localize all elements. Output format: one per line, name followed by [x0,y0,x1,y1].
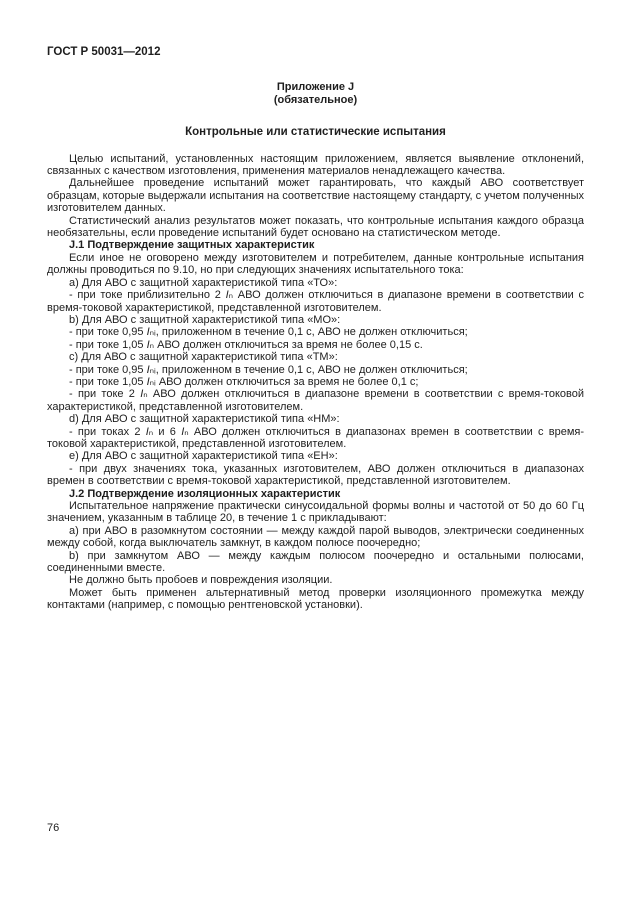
paragraph: - при токах 2 Iₙ и 6 Iₙ АВО должен отключиться в диапазонах времен в соответствии с время-токовой характеристикой, представленной изготовителем. [47,425,584,450]
paragraph: Дальнейшее проведение испытаний может гарантировать, что каждый АВО соответствует образцам, которые выдержали испытания на соответствие настоящему стандарту, с учетом полученных изготовителем данных. [47,177,584,215]
paragraph: c) Для АВО с защитной характеристикой типа «ТМ»: [69,351,338,364]
paragraph: b) при замкнутом АВО — между каждым полюсом поочередно и остальными полюсами, соединенными вместе. [47,549,584,575]
document-body [47,153,584,612]
paragraph: Не должно быть пробоев и повреждения изоляции. [69,574,333,587]
paragraph: - при двух значениях тока, указанных изготовителем, АВО должен отключиться в диапазонах времен в соответствии с время-токовой характеристикой, представленной изготовителем. [47,462,584,488]
paragraph: Целью испытаний, установленных настоящим приложением, является выявление отклонений, связанных с качеством изготовления, применения материалов ненадлежащего качества. [47,152,584,178]
paragraph: - при токе 1,05 Iₙᵢ АВО должен отключиться за время не более 0,1 с; [69,375,419,388]
page-title: Контрольные или статистические испытания [185,126,446,139]
paragraph: a) Для АВО с защитной характеристикой типа «ТО»: [69,276,338,289]
paragraph: d) Для АВО с защитной характеристикой типа «НМ»: [69,413,340,426]
appendix-type: (обязательное) [273,93,358,106]
paragraph: Статистический анализ результатов может показать, что контрольные испытания каждого образца необязательны, если проведение испытаний будет основано на статистическом методе. [47,214,584,240]
paragraph: - при токе 2 Iₙ АВО должен отключиться в диапазоне времени в соответствии с время-токовой характеристикой, представленной изготовителем. [47,388,584,413]
paragraph: e) Для АВО с защитной характеристикой типа «ЕН»: [69,450,338,463]
paragraph: - при токе 0,95 Iₙᵢ, приложенном в течение 0,1 с, АВО не должен отключиться; [69,326,468,339]
section-heading: J.1 Подтверждение защитных характеристик [69,239,315,252]
page-number: 76 [47,822,60,834]
appendix-heading [47,81,584,106]
paragraph: - при токе 1,05 Iₙ АВО должен отключиться за время не более 0,15 с. [69,338,423,351]
paragraph: Испытательное напряжение практически синусоидальной формы волны и частотой от 50 до 60 Гц значением, указанным в таблице 20, в течение 1 с прикладывают: [47,500,584,525]
paragraph: a) при АВО в разомкнутом состоянии — между каждой парой выводов, электрически соединенных между собой, когда выключатель замкнут, в каждом полюсе поочередно; [47,524,584,550]
paragraph: b) Для АВО с защитной характеристикой типа «МО»: [69,313,341,326]
section-heading: J.2 Подтверждение изоляционных характеристик [69,487,341,500]
standard-number: ГОСТ Р 50031—2012 [47,46,161,58]
paragraph: Может быть применен альтернативный метод проверки изоляционного промежутка между контактами (например, с помощью рентгеновской установки). [47,586,584,612]
appendix-label: Приложение J [276,81,355,94]
paragraph: - при токе 0,95 Iₙᵢ, приложенном в течение 0,1 с, АВО не должен отключиться; [69,363,468,376]
paragraph: Если иное не оговорено между изготовителем и потребителем, данные контрольные испытания должны проводиться по 9.10, но при следующих значениях испытательного тока: [47,251,584,277]
paragraph: - при токе приблизительно 2 Iₙ АВО должен отключиться в диапазоне времени в соответствии с время-токовой характеристикой, представленной изготовителем. [47,289,585,314]
